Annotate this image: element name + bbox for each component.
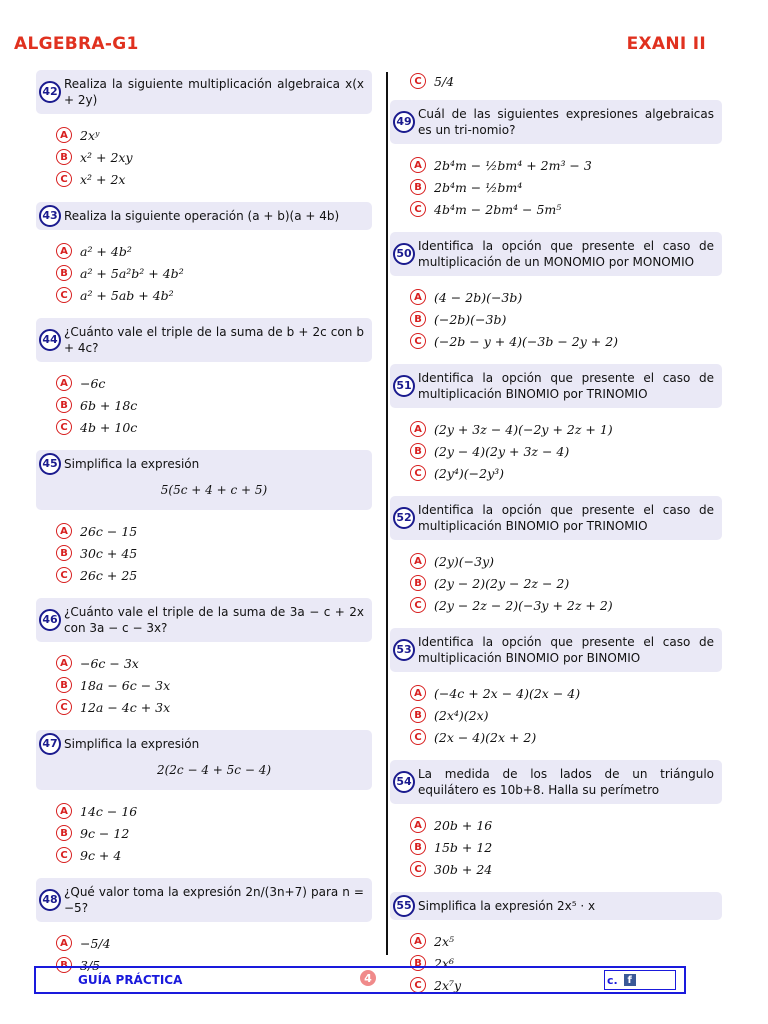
options-list bbox=[390, 672, 722, 752]
question-text: Identifica la opción que presente el caso de multiplicación BINOMIO por TRINOMIO bbox=[418, 503, 714, 533]
options-list bbox=[390, 144, 722, 224]
question-number: 43 bbox=[39, 205, 61, 227]
option-badge: C bbox=[410, 729, 426, 745]
options-list bbox=[36, 230, 372, 310]
option-text: a² + 5ab + 4b² bbox=[80, 287, 174, 303]
answer-option[interactable] bbox=[410, 814, 722, 836]
option-text: 2x⁷y bbox=[434, 977, 462, 993]
facebook-link[interactable] bbox=[604, 970, 676, 990]
answer-option[interactable] bbox=[56, 372, 372, 394]
question-text: Identifica la opción que presente el caso de multiplicación BINOMIO por BINOMIO bbox=[418, 635, 714, 665]
answer-option[interactable] bbox=[410, 858, 722, 880]
carryover-option bbox=[390, 70, 722, 92]
option-badge: A bbox=[56, 523, 72, 539]
options-list bbox=[390, 804, 722, 884]
question-text: Identifica la opción que presente el caso de multiplicación de un MONOMIO por MONOMIO bbox=[418, 239, 714, 269]
option-text: 4b⁴m − 2bm⁴ − 5m⁵ bbox=[434, 201, 562, 217]
option-text: 15b + 12 bbox=[434, 839, 493, 855]
header-left-title: ALGEBRA-G1 bbox=[14, 34, 139, 54]
option-text: 2b⁴m − ½bm⁴ bbox=[434, 179, 523, 195]
answer-option[interactable] bbox=[410, 550, 722, 572]
answer-option[interactable] bbox=[56, 520, 372, 542]
option-text: (−2b)(−3b) bbox=[434, 311, 507, 327]
question-text: La medida de los lados de un triángulo equilátero es 10b+8. Halla su perímetro bbox=[418, 767, 714, 797]
answer-option[interactable] bbox=[56, 394, 372, 416]
question-box bbox=[36, 318, 372, 362]
option-badge: A bbox=[56, 375, 72, 391]
question-block bbox=[390, 760, 722, 884]
answer-option[interactable] bbox=[410, 462, 722, 484]
question-box bbox=[36, 878, 372, 922]
option-text: (2y)(−3y) bbox=[434, 553, 495, 569]
option-badge: C bbox=[410, 465, 426, 481]
option-text: 30b + 24 bbox=[434, 861, 493, 877]
option-badge: C bbox=[56, 171, 72, 187]
option-text: −5/4 bbox=[80, 935, 111, 951]
footer-label: GUÍA PRÁCTICA bbox=[78, 973, 183, 987]
question-box bbox=[36, 730, 372, 790]
question-number: 49 bbox=[393, 111, 415, 133]
question-text: Simplifica la expresión 2x⁵ · x bbox=[418, 899, 596, 913]
answer-option[interactable] bbox=[410, 572, 722, 594]
option-text: a² + 5a²b² + 4b² bbox=[80, 265, 184, 281]
answer-option[interactable] bbox=[56, 240, 372, 262]
option-text: 9c + 4 bbox=[80, 847, 122, 863]
question-text: Simplifica la expresión bbox=[64, 737, 200, 751]
answer-option[interactable] bbox=[410, 198, 722, 220]
question-block bbox=[36, 450, 372, 590]
question-number: 52 bbox=[393, 507, 415, 529]
right-column bbox=[390, 70, 722, 1008]
left-column bbox=[36, 70, 372, 988]
question-box bbox=[390, 100, 722, 144]
option-text: 26c + 25 bbox=[80, 567, 138, 583]
option-badge: C bbox=[410, 73, 426, 89]
options-list bbox=[36, 362, 372, 442]
options-list bbox=[36, 790, 372, 870]
question-number: 46 bbox=[39, 609, 61, 631]
question-box bbox=[36, 70, 372, 114]
page-number-badge: 4 bbox=[360, 970, 376, 986]
facebook-prefix: c. bbox=[607, 973, 618, 987]
option-text: (2x⁴)(2x) bbox=[434, 707, 489, 723]
option-badge: A bbox=[410, 685, 426, 701]
option-text: 2x⁵ bbox=[434, 933, 455, 949]
answer-option[interactable] bbox=[410, 726, 722, 748]
answer-option[interactable] bbox=[56, 284, 372, 306]
question-number: 55 bbox=[393, 895, 415, 917]
option-text: 6b + 18c bbox=[80, 397, 138, 413]
option-badge: B bbox=[410, 707, 426, 723]
option-badge: A bbox=[56, 127, 72, 143]
option-text: (2y − 2z − 2)(−3y + 2z + 2) bbox=[434, 597, 613, 613]
option-text: 4b + 10c bbox=[80, 419, 138, 435]
option-text: 20b + 16 bbox=[434, 817, 493, 833]
option-badge: A bbox=[56, 935, 72, 951]
question-block bbox=[36, 318, 372, 442]
option-badge: A bbox=[410, 553, 426, 569]
option-badge: B bbox=[56, 957, 72, 973]
question-number: 53 bbox=[393, 639, 415, 661]
options-list bbox=[36, 114, 372, 194]
option-badge: A bbox=[56, 243, 72, 259]
question-number: 50 bbox=[393, 243, 415, 265]
question-box bbox=[36, 450, 372, 510]
option-badge: C bbox=[56, 287, 72, 303]
option-badge: A bbox=[410, 421, 426, 437]
option-badge: B bbox=[410, 839, 426, 855]
option-text: 3/5 bbox=[80, 957, 101, 973]
answer-option[interactable] bbox=[56, 800, 372, 822]
option-badge: B bbox=[410, 443, 426, 459]
question-number: 45 bbox=[39, 453, 61, 475]
question-text: ¿Qué valor toma la expresión 2n/(3n+7) para n = −5? bbox=[64, 885, 364, 915]
option-badge: B bbox=[56, 397, 72, 413]
header-right-title: EXANI II bbox=[626, 34, 706, 54]
option-badge: B bbox=[56, 677, 72, 693]
question-block bbox=[36, 202, 372, 310]
question-block bbox=[36, 730, 372, 870]
answer-option[interactable] bbox=[410, 930, 722, 952]
option-badge: B bbox=[56, 149, 72, 165]
question-block bbox=[36, 878, 372, 980]
option-badge: B bbox=[56, 265, 72, 281]
option-badge: C bbox=[410, 201, 426, 217]
answer-option[interactable] bbox=[56, 124, 372, 146]
answer-option[interactable] bbox=[56, 844, 372, 866]
question-number: 47 bbox=[39, 733, 61, 755]
question-box bbox=[390, 496, 722, 540]
question-number: 44 bbox=[39, 329, 61, 351]
option-badge: A bbox=[56, 803, 72, 819]
option-badge: A bbox=[410, 289, 426, 305]
option-badge: C bbox=[56, 419, 72, 435]
question-text: ¿Cuánto vale el triple de la suma de 3a − c + 2x con 3a − c − 3x? bbox=[64, 605, 364, 635]
option-text: 14c − 16 bbox=[80, 803, 138, 819]
answer-option[interactable] bbox=[56, 674, 372, 696]
question-text: Simplifica la expresión bbox=[64, 457, 200, 471]
option-badge: B bbox=[410, 955, 426, 971]
option-text: 12a − 4c + 3x bbox=[80, 699, 171, 715]
question-block bbox=[390, 232, 722, 356]
option-badge: C bbox=[410, 333, 426, 349]
answer-option[interactable] bbox=[410, 176, 722, 198]
option-text: 26c − 15 bbox=[80, 523, 138, 539]
option-text: 5/4 bbox=[434, 73, 455, 89]
option-badge: C bbox=[56, 567, 72, 583]
option-badge: B bbox=[410, 179, 426, 195]
question-box bbox=[36, 202, 372, 230]
question-block bbox=[36, 598, 372, 722]
option-badge: A bbox=[410, 157, 426, 173]
option-text: 30c + 45 bbox=[80, 545, 138, 561]
answer-option[interactable] bbox=[56, 416, 372, 438]
question-block bbox=[390, 496, 722, 620]
question-expression: 5(5c + 4 + c + 5) bbox=[160, 483, 268, 497]
question-box bbox=[390, 232, 722, 276]
answer-option[interactable] bbox=[410, 308, 722, 330]
option-badge: C bbox=[410, 977, 426, 993]
question-box bbox=[390, 628, 722, 672]
options-list bbox=[390, 540, 722, 620]
options-list bbox=[36, 642, 372, 722]
option-badge: C bbox=[56, 699, 72, 715]
question-box bbox=[390, 364, 722, 408]
option-text: x² + 2xy bbox=[80, 149, 133, 165]
question-number: 54 bbox=[393, 771, 415, 793]
option-badge: B bbox=[410, 311, 426, 327]
question-box bbox=[390, 760, 722, 804]
option-badge: A bbox=[410, 933, 426, 949]
facebook-icon: f bbox=[624, 974, 636, 986]
option-text: 9c − 12 bbox=[80, 825, 130, 841]
option-text: 2b⁴m − ½bm⁴ + 2m³ − 3 bbox=[434, 157, 592, 173]
question-text: ¿Cuánto vale el triple de la suma de b + 2c con b + 4c? bbox=[64, 325, 364, 355]
option-text: 2xʸ bbox=[80, 127, 100, 143]
answer-option[interactable] bbox=[56, 168, 372, 190]
option-text: (2y + 3z − 4)(−2y + 2z + 1) bbox=[434, 421, 613, 437]
question-text: Cuál de las siguientes expresiones algebraicas es un tri-nomio? bbox=[418, 107, 714, 137]
question-text: Realiza la siguiente multiplicación algebraica x(x + 2y) bbox=[64, 77, 364, 107]
option-text: (2y − 2)(2y − 2z − 2) bbox=[434, 575, 570, 591]
question-text: Realiza la siguiente operación (a + b)(a + 4b) bbox=[64, 209, 340, 223]
option-badge: B bbox=[56, 545, 72, 561]
question-box bbox=[36, 598, 372, 642]
question-expression: 2(2c − 4 + 5c − 4) bbox=[156, 763, 272, 777]
option-text: −6c bbox=[80, 375, 106, 391]
answer-option[interactable] bbox=[410, 682, 722, 704]
answer-option[interactable] bbox=[410, 704, 722, 726]
answer-option[interactable] bbox=[410, 286, 722, 308]
question-text: Identifica la opción que presente el caso de multiplicación BINOMIO por TRINOMIO bbox=[418, 371, 714, 401]
options-list bbox=[36, 510, 372, 590]
option-text: (2y⁴)(−2y³) bbox=[434, 465, 505, 481]
column-divider bbox=[386, 72, 388, 955]
answer-option[interactable] bbox=[56, 652, 372, 674]
question-box bbox=[390, 892, 722, 920]
option-text: 18a − 6c − 3x bbox=[80, 677, 171, 693]
option-text: 2x⁶ bbox=[434, 955, 455, 971]
option-text: (−2b − y + 4)(−3b − 2y + 2) bbox=[434, 333, 619, 349]
options-list bbox=[390, 408, 722, 488]
question-block bbox=[390, 364, 722, 488]
option-text: −6c − 3x bbox=[80, 655, 139, 671]
option-text: x² + 2x bbox=[80, 171, 126, 187]
question-block bbox=[390, 628, 722, 752]
option-badge: C bbox=[410, 597, 426, 613]
option-badge: B bbox=[410, 575, 426, 591]
question-number: 51 bbox=[393, 375, 415, 397]
option-text: (2y − 4)(2y + 3z − 4) bbox=[434, 443, 570, 459]
option-badge: B bbox=[56, 825, 72, 841]
answer-option[interactable] bbox=[56, 822, 372, 844]
answer-option[interactable] bbox=[56, 564, 372, 586]
option-text: a² + 4b² bbox=[80, 243, 132, 259]
option-badge: A bbox=[410, 817, 426, 833]
options-list bbox=[390, 276, 722, 356]
option-badge: C bbox=[56, 847, 72, 863]
answer-option[interactable] bbox=[410, 154, 722, 176]
answer-option[interactable] bbox=[410, 418, 722, 440]
question-block bbox=[390, 100, 722, 224]
answer-option[interactable] bbox=[56, 932, 372, 954]
answer-option[interactable] bbox=[410, 440, 722, 462]
option-text: (−4c + 2x − 4)(2x − 4) bbox=[434, 685, 581, 701]
question-number: 48 bbox=[39, 889, 61, 911]
answer-option[interactable] bbox=[56, 696, 372, 718]
option-badge: A bbox=[56, 655, 72, 671]
answer-option[interactable] bbox=[56, 262, 372, 284]
option-text: (2x − 4)(2x + 2) bbox=[434, 729, 537, 745]
answer-option[interactable] bbox=[410, 330, 722, 352]
answer-option[interactable] bbox=[410, 594, 722, 616]
answer-option[interactable] bbox=[56, 146, 372, 168]
question-number: 42 bbox=[39, 81, 61, 103]
footer-bar bbox=[34, 966, 686, 994]
answer-option[interactable] bbox=[410, 836, 722, 858]
question-block bbox=[36, 70, 372, 194]
option-text: (4 − 2b)(−3b) bbox=[434, 289, 523, 305]
answer-option[interactable] bbox=[56, 542, 372, 564]
option-badge: C bbox=[410, 861, 426, 877]
